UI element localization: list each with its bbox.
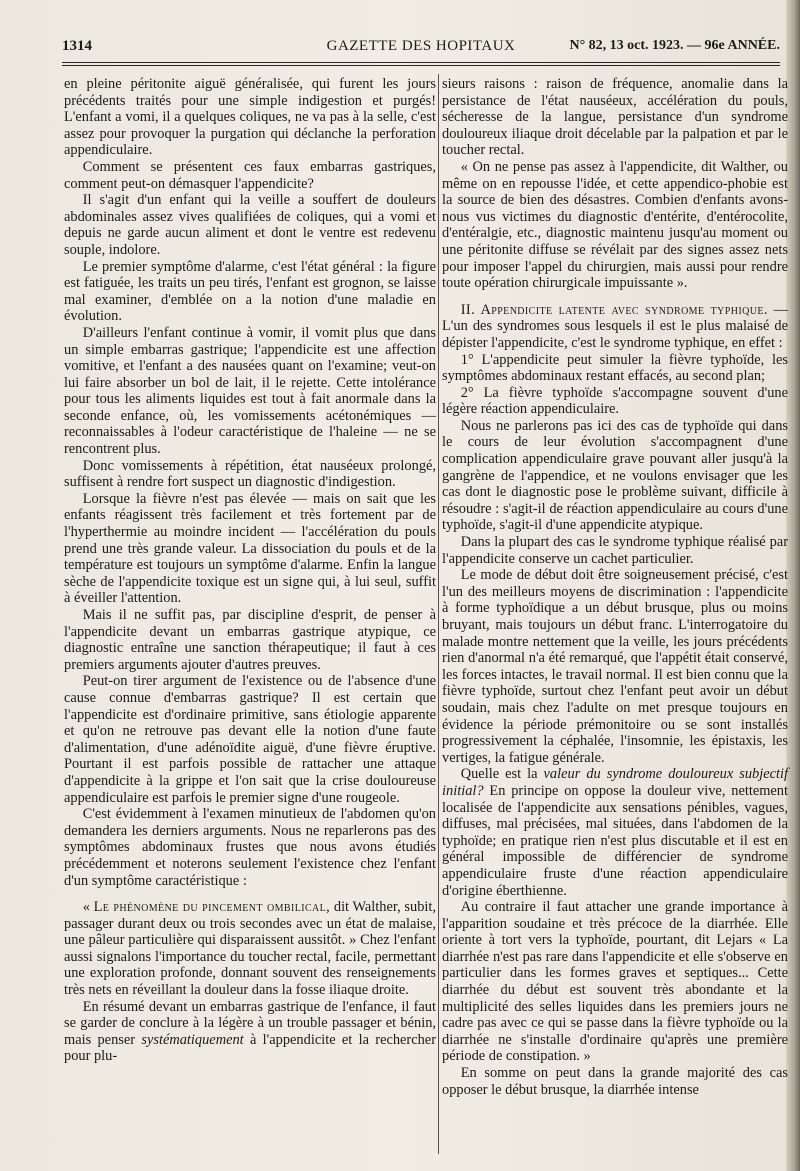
binding-edge: [786, 0, 800, 1171]
paragraph: [64, 999, 436, 1065]
paragraph: sieurs raisons : raison de fréquence, anomalie dans la persistance de l'état nauséeux, accélération du pouls, sécheresse de la langue, persistance d'un syndrome douloureux iliaque droit décelable par la palpation et par le toucher rectal.: [442, 76, 788, 159]
page-number: 1314: [62, 38, 92, 54]
text-run: dit Walther, subit, passager durant deux ou trois secondes avec un état de malaise, une pâleur particulière qui disparaissent aussitôt. » Chez l'enfant aussi signalons l'importance du toucher rectal, facile, permettant une exploration profonde, donnant souvent des renseignements très nets en réveillant la douleur dans la fosse iliaque droite.: [64, 899, 436, 999]
section-term: Le phénomène du pincement ombilical,: [93, 899, 331, 916]
text-run: En résumé devant un embarras gastrique de l'enfance, il faut se garder de conclure à la légère à un trouble passager et bénin, mais penser: [64, 998, 436, 1048]
section-heading: II. Appendicite latente avec syndrome typhique.: [460, 301, 768, 318]
text-run: En principe on oppose la douleur vive, nettement localisée de l'appendicite aux sensations pénibles, vagues, diffuses, mal précisées, mal situées, dans l'abdomen de la typhoïde; en pratique rien n'est plus discutable et il est en général impossible de différencier de syndrome appendiculaire fruste d'une réaction appendiculaire d'origine éberthienne.: [442, 782, 788, 899]
paragraph: D'ailleurs l'enfant continue à vomir, il vomit plus que dans un simple embarras gastrique; l'appendicite est une affection vomitive, et l'enfant a des nausées quant on l'examine; veut-on lui faire absorber un bol de lait, il le rejette. Cette intolérance pour tous les aliments liquides est tout à fait anormale dans la seconde enfance, où, les vomissements acétonémiques — reconnaissables à l'odeur caractéristique de l'haleine — ne se rencontrent plus.: [64, 324, 436, 458]
header-rule-thin: [62, 65, 780, 66]
paragraph: Au contraire il faut attacher une grande importance à l'apparition soudaine et très précoce de la diarrhée. Elle oriente à tort vers la typhoïde, pourtant, dit Lejars « La diarrhée n'est pas rare dans l'appendicite et elle s'observe en particulier dans les formes graves et septiques... Cette diarrhée du début est souvent très abondante et la multiplicité des selles liquides dans les premiers jours ne cadre pas avec ce qui se passe dans la fièvre typhoïde ou la diarrhée ne s'installe d'ordinaire qu'après une première période de constipation. »: [442, 899, 788, 1065]
paragraph: En somme on peut dans la grande majorité des cas opposer le début brusque, la diarrhée intense: [442, 1065, 788, 1098]
left-column: [64, 76, 436, 1065]
paragraph: Il s'agit d'un enfant qui la veille a souffert de douleurs abdominales assez vives qualifiées de coliques, qui a vomi et depuis ne garde aucun aliment et dont le ventre est redevenu souple, indolore.: [64, 192, 436, 258]
text-run: à l'appendicite et la rechercher pour plu-: [64, 1031, 436, 1065]
section-heading-paragraph: [442, 302, 788, 352]
paragraph: Nous ne parlerons pas ici des cas de typhoïde qui dans le cours de leur évolution s'accompagnent d'une complication appendiculaire grave pouvant aller jusqu'à la gangrène de l'appendice, et ne voulons envisager que les cas dont le diagnostic pose le problème suivant, difficile à résoudre : s'agit-il de réaction appendiculaire au cours d'une typhoïde, s'agit-il d'une appendicite atypique.: [442, 417, 788, 534]
paragraph: Dans la plupart des cas le syndrome typhique réalisé par l'appendicite conserve un cachet particulier.: [442, 534, 788, 567]
page-header: [62, 36, 780, 58]
text-run: Quelle est la: [460, 766, 544, 783]
paragraph: [64, 899, 436, 999]
paragraph: 2° La fièvre typhoïde s'accompagne souvent d'une légère réaction appendiculaire.: [442, 384, 788, 418]
right-column: [442, 76, 788, 1098]
paragraph: Comment se présentent ces faux embarras gastriques, comment peut-on démasquer l'appendicite?: [64, 158, 436, 192]
paragraph: « On ne pense pas assez à l'appendicite, dit Walther, ou même on en repousse l'idée, et cette appendico-phobie est la source de bien des désastres. Combien d'enfants avons-nous vus victimes du diagnostic d'entérite, d'entérocolite, d'entéralgie, etc., diagnostic maintenu jusqu'au moment ou une péritonite diffuse se révélait par des signes assez nets pour imposer l'appel du chirurgien, mais aussi pour rendre toute opération chirurgicale impuissante ».: [442, 158, 788, 292]
emphasis: valeur du syndrome douloureux subjectif initial?: [442, 766, 789, 799]
paragraph: Le mode de début doit être soigneusement précisé, c'est l'un des meilleurs moyens de discrimination : l'appendicite à forme typhoïdique a un début brusque, plus ou moins bruyant, mais toujours un début franc. L'interrogatoire du malade montre nettement que la veille, les jours précédents rien d'anormal n'a été remarqué, que l'appétit était conservé, les forces intactes, le travail normal. Il est bien connu que la fièvre typhoïde, surtout chez l'enfant peut avoir un début soudain, mais chez l'adulte on met presque toujours en évidence la période prémonitoire ou se sont installés progressivement la céphalée, l'insomnie, les épistaxis, les vertiges, la fatigue générale.: [442, 567, 788, 766]
text-run: — L'un des syndromes sous lesquels il est le plus malaisé de dépister l'appendicite, c'est le syndrome typhique, en effet :: [442, 301, 788, 351]
paragraph: Lorsque la fièvre n'est pas élevée — mais on sait que les enfants réagissent très facilement et très fortement par de l'hyperthermie au moindre incident — l'accélération du pouls prend une très grande valeur. La dissociation du pouls et de la température est toujours un symptôme d'alarme. Enfin la langue sèche de l'appendicite toxique est un signe qui, à lui seul, suffit à éveiller l'attention.: [64, 490, 436, 607]
paragraph: en pleine péritonite aiguë généralisée, qui furent les jours précédents traités pour une simple indigestion et purgés! L'enfant a vomi, il a quelques coliques, ne va pas à la selle, c'est assez pour provoquer la purgation qui déclanche la perforation appendiculaire.: [64, 76, 436, 159]
paragraph: Mais il ne suffit pas, par discipline d'esprit, de penser à l'appendicite devant un embarras gastrique atypique, ce diagnostic entraîne une sanction thérapeutique; il faut à ces premiers arguments ajouter d'autres preuves.: [64, 607, 436, 673]
header-rule: [62, 62, 780, 63]
paragraph: C'est évidemment à l'examen minutieux de l'abdomen qu'on demandera les derniers arguments. Nous ne reparlerons pas des symptômes abdominaux frustes que nous avons étudiés précédemment et noterons seulement l'existence chez l'enfant d'un symptôme caractéristique :: [64, 806, 436, 889]
paragraph: Peut-on tirer argument de l'existence ou de l'absence d'une cause connue d'embarras gastrique? Il est certain que l'appendicite est d'ordinaire primitive, sans étiologie apparente et qu'on ne retrouve pas devant elle la notion d'une faute d'alimentation, d'une adénoïdite aiguë, d'une fièvre éruptive. Pourtant il est parfois possible de rattacher une attaque d'appendicite à la grippe et l'on sait que la crise douloureuse appendiculaire est parfois le premier signe d'une rougeole.: [64, 673, 436, 806]
column-divider: [438, 74, 439, 1154]
paragraph: [442, 766, 788, 899]
emphasis: systématiquement: [141, 1031, 244, 1048]
paragraph: Donc vomissements à répétition, état nauséeux prolongé, suffisent à rendre fort suspect un diagnostic d'indigestion.: [64, 457, 436, 491]
quote-open: «: [82, 899, 94, 916]
journal-title: GAZETTE DES HOPITAUX: [326, 38, 516, 54]
paragraph: Le premier symptôme d'alarme, c'est l'état général : la figure est fatiguée, les traits un peu tirés, l'enfant est grognon, se laisse mal examiner, d'emblée on a la notion d'une maladie en évolution.: [64, 258, 436, 325]
issue-info: N° 82, 13 oct. 1923. — 96e ANNÉE.: [569, 38, 780, 53]
paragraph: 1° L'appendicite peut simuler la fièvre typhoïde, les symptômes abdominaux restant effacés, au second plan;: [442, 351, 788, 385]
